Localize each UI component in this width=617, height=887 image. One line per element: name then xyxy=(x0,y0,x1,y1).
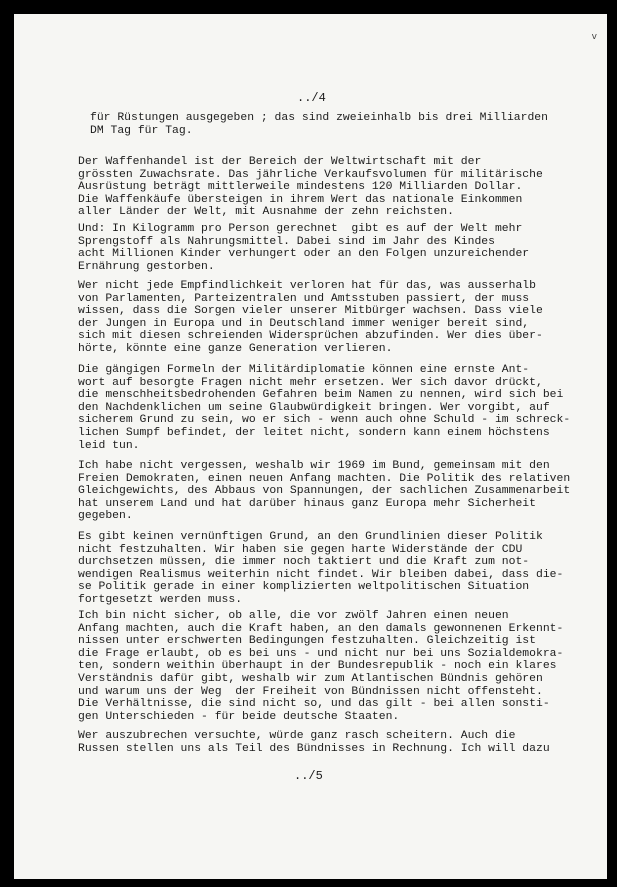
paragraph-6: Ich habe nicht vergessen, weshalb wir 1969 im Bund, gemeinsam mit den Freien Demokraten, einen neuen Anfang machten. Die Politik des relativen Gleichgewichts, des Abbaus von Spannungen, der sachlichen Zusammenarbeit hat unserem Land und hat darüber hinaus ganz Europa mehr Sicherheit gegeben. xyxy=(78,460,571,523)
paragraph-7: Es gibt keinen vernünftigen Grund, an den Grundlinien dieser Politik nicht festzuhalten. Wir haben sie gegen harte Widerstände der CDU durchsetzen müssen, die immer noch taktiert und die Kraft zum not- wendigen Realismus weiterhin nicht findet. Wir bleiben dabei, dass die- se Politik gerade in einer komplizierten weltpolitischen Situation fortgesetzt werden muss. xyxy=(78,531,564,606)
paragraph-1: für Rüstungen ausgegeben ; das sind zweieinhalb bis drei Milliarden DM Tag für Tag. xyxy=(90,112,548,137)
page-ref-top: ../4 xyxy=(297,91,326,105)
paragraph-8: Ich bin nicht sicher, ob alle, die vor zwölf Jahren einen neuen Anfang machten, auch die Kraft haben, an den damals gewonnenen Erkennt- nissen unter erschwerten Bedingungen festzuhalten. Gleichzeitig ist die Frage erlaubt, ob es bei uns - und nicht nur bei uns Sozialdemokra- ten, sondern weithin überhaupt in der Bundesrepublik - noch ein klares Verständnis dafür gibt, weshalb wir zum Atlantischen Bündnis gehören und warum uns der Weg der Freiheit von Bündnissen nicht offensteht. Die Verhältnisse, die sind nicht so, und das gilt - bei allen sonsti- gen Unterschieden - für beide deutsche Staaten. xyxy=(78,610,564,723)
page-ref-bottom: ../5 xyxy=(294,769,323,783)
corner-mark: v xyxy=(591,32,597,42)
paragraph-2: Der Waffenhandel ist der Bereich der Weltwirtschaft mit der grössten Zuwachsrate. Das jährliche Verkaufsvolumen für militärische Ausrüstung beträgt mittlerweile mindestens 120 Milliarden Dollar. Die Waffenkäufe übersteigen in ihrem Wert das nationale Einkommen aller Länder der Welt, mit Ausnahme der zehn reichsten. xyxy=(78,156,543,219)
paragraph-9: Wer auszubrechen versuchte, würde ganz rasch scheitern. Auch die Russen stellen uns als Teil des Bündnisses in Rechnung. Ich will dazu xyxy=(78,730,550,755)
paragraph-4: Wer nicht jede Empfindlichkeit verloren hat für das, was ausserhalb von Parlamenten, Parteizentralen und Amtsstuben passiert, der muss wissen, dass die Sorgen vieler unserer Mitbürger wachsen. Dass viele der Jungen in Europa und in Deutschland immer weniger bereit sind, sich mit diesen schreienden Widersprüchen abzufinden. Wer dies über- hörte, könnte eine ganze Generation verlieren. xyxy=(78,280,543,355)
paragraph-3: Und: In Kilogramm pro Person gerechnet gibt es auf der Welt mehr Sprengstoff als Nahrungsmittel. Dabei sind im Jahr des Kindes acht Millionen Kinder verhungert oder an den Folgen unzureichender Ernährung gestorben. xyxy=(78,223,530,273)
document-page xyxy=(14,14,607,879)
paragraph-5: Die gängigen Formeln der Militärdiplomatie können eine ernste Ant- wort auf besorgte Fragen nicht mehr ersetzen. Wer sich davor drückt, die menschheitsbedrohenden Gefahren beim Namen zu nennen, wird sich bei den Nachdenklichen um seine Glaubwürdigkeit bringen. Wer vorgibt, auf sicherem Grund zu sein, wo er sich - wenn auch ohne Schuld - im schreck- lichen Sumpf befindet, der leitet nicht, sondern kann einem höchstens leid tun. xyxy=(78,364,571,452)
